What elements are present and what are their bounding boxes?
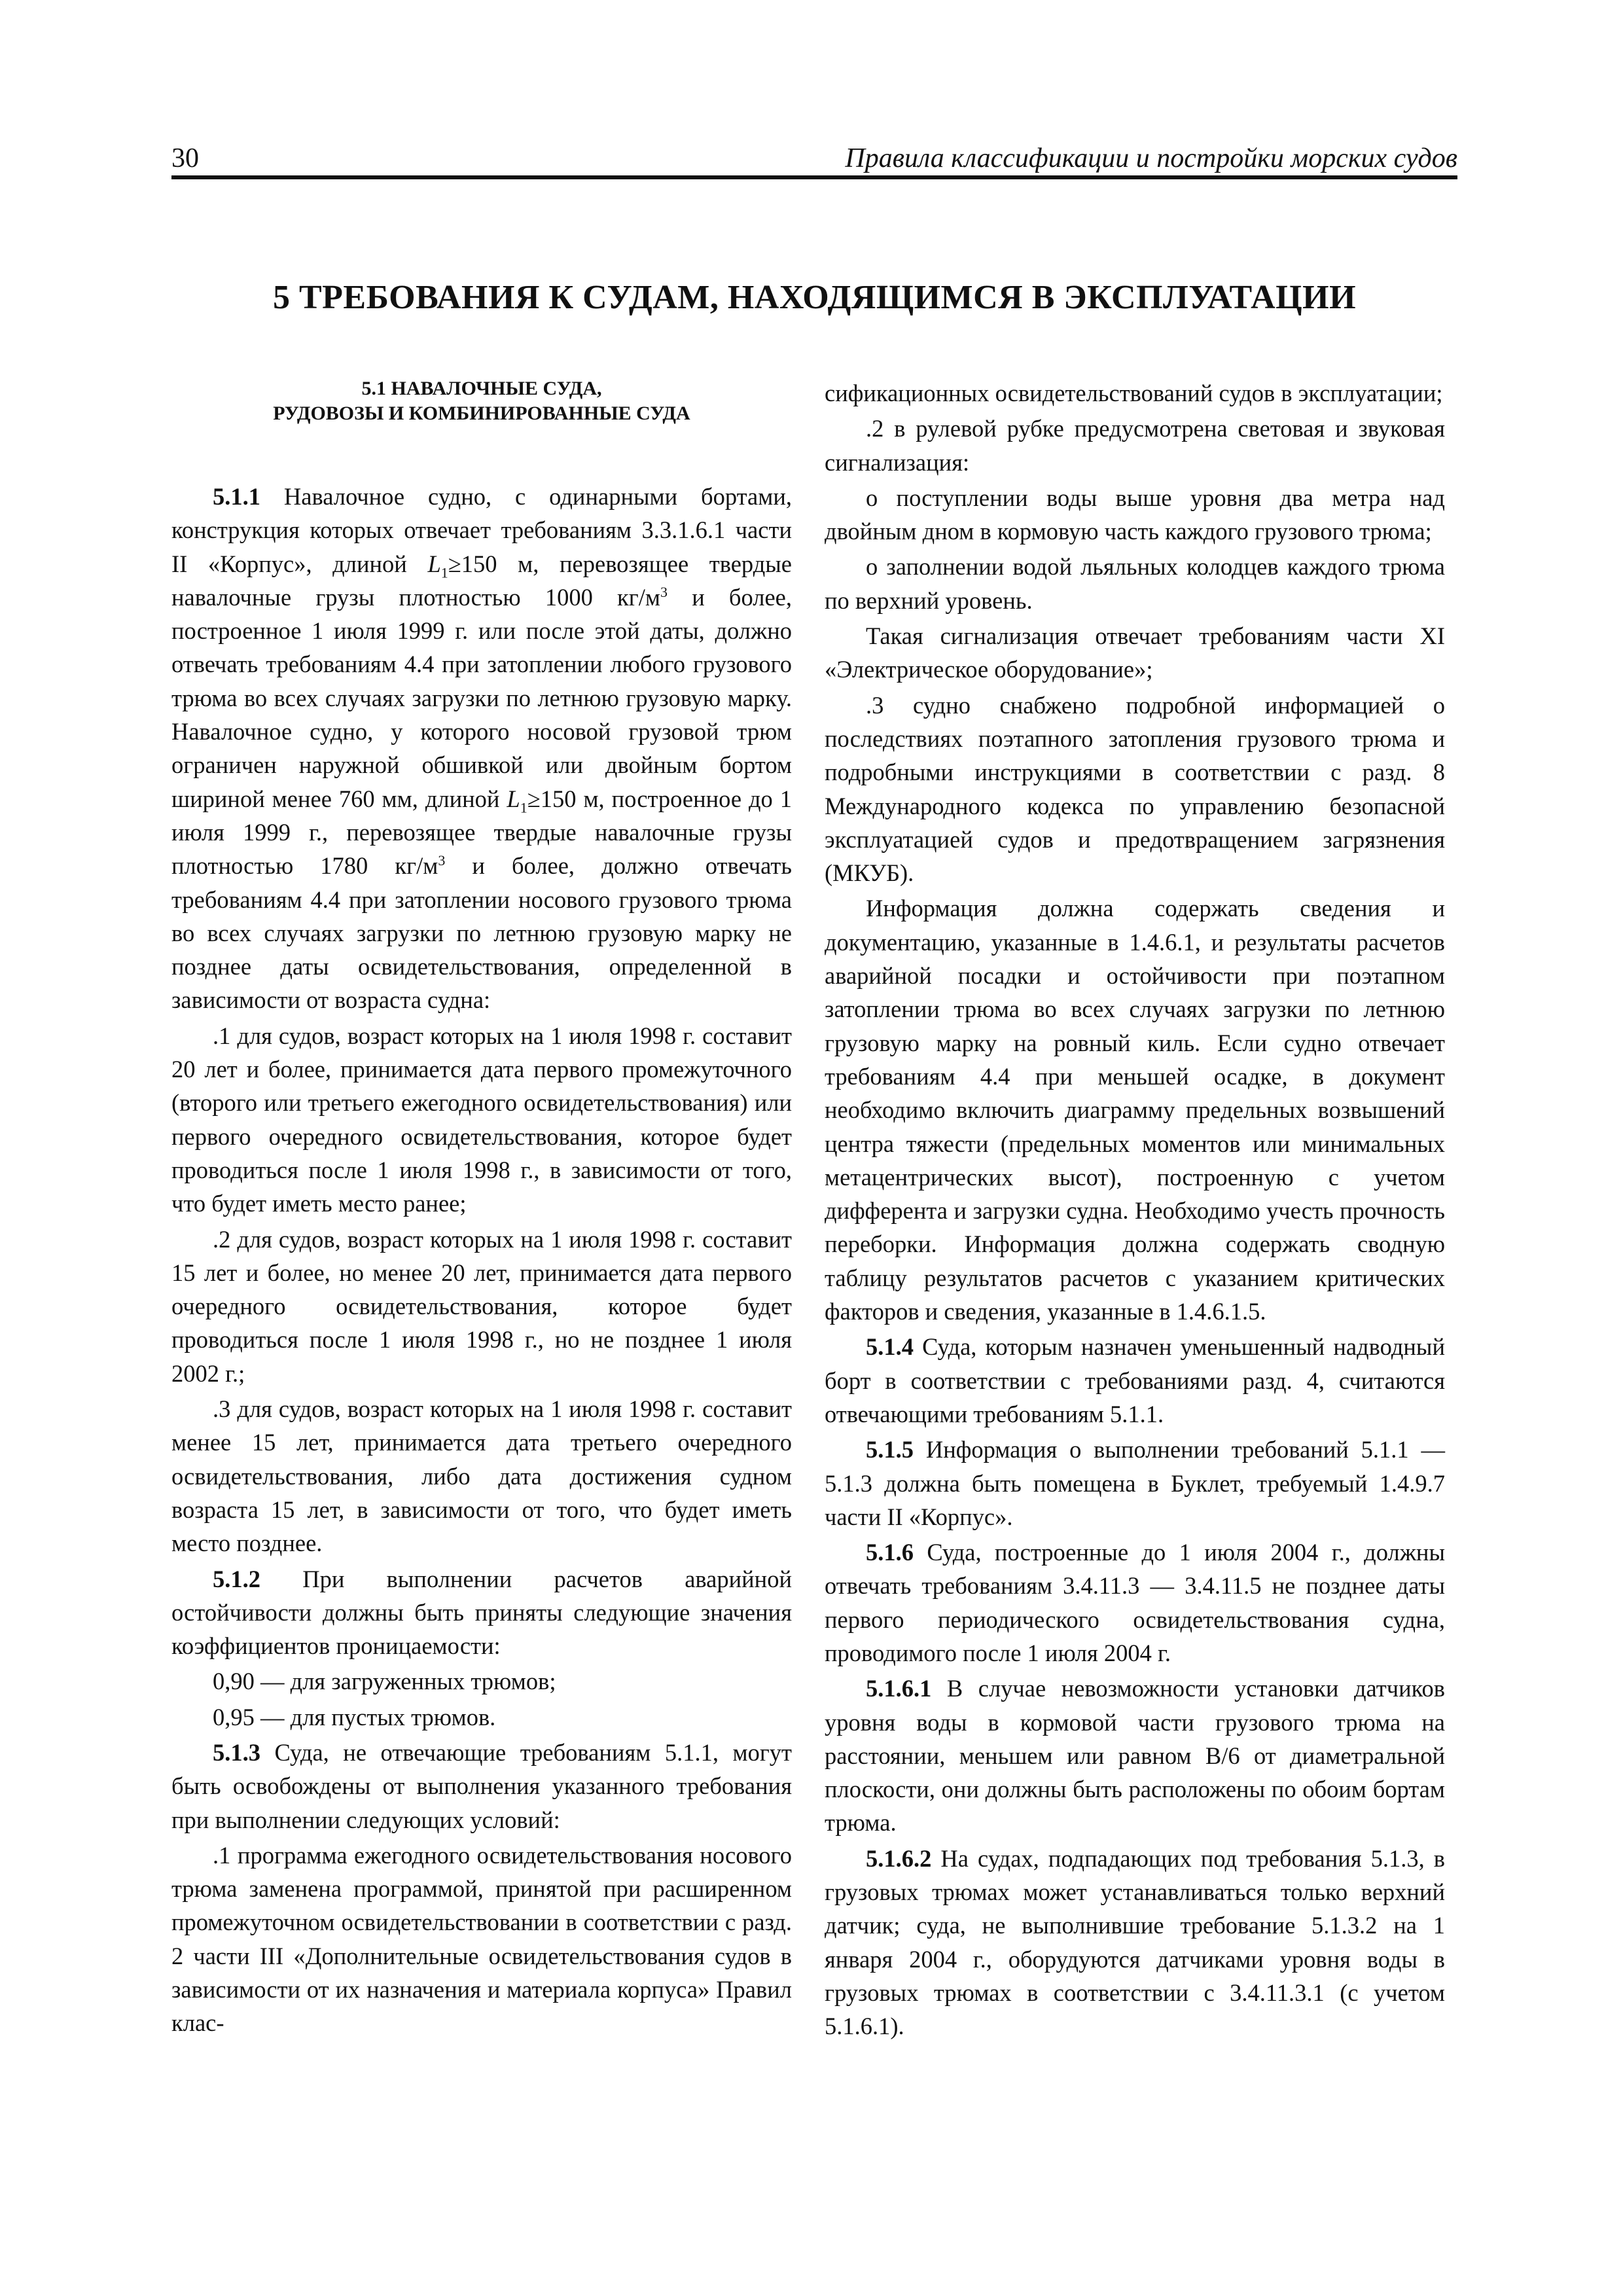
superscript: 3 <box>660 583 668 600</box>
paragraph-text: Информация о выполнении требований 5.1.1 — 5.1.3 должна быть помещена в Буклет, требуемый 1.4.9.7 части II «Корпус». <box>825 1436 1445 1530</box>
condition-1: .1 программа ежегодного освидетельствования носового трюма заменена программой, принятой при расширенном промежуточном освидетельствовании в соответствии с разд. 2 части III «Дополнительные освидетельствования судов в зависимости от их назначения и материала корпуса» Правил клас- <box>171 1841 792 2037</box>
condition-3: .3 судно снабжено подробной информацией о последствиях поэтапного затопления грузового трюма и подробными инструкциями в соответствии с разд. 8 Международного кодекса по управлению безопасной эксплуатацией судов и предотвращением загрязнения (МКУБ). <box>825 691 1445 887</box>
section-heading-line2: РУДОВОЗЫ И КОМБИНИРОВАННЫЕ СУДА <box>273 403 690 424</box>
paragraph-text: и более, должно отвечать требованиям 4.4 при затоплении носового грузового трюма во всех случаях загрузки по летнюю грузовую марку не позднее даты освидетельствования, определенной в зависимости от возраста судна: <box>171 852 792 1014</box>
right-column <box>825 376 1445 2043</box>
paragraph-5-1-3 <box>171 1736 792 1837</box>
paragraph-5-1-5 <box>825 1433 1445 1534</box>
subscript: 1 <box>520 798 527 816</box>
section-heading <box>171 376 792 426</box>
information-paragraph: Информация должна содержать сведения и документацию, указанные в 1.4.6.1, и результаты расчетов аварийной посадки и остойчивости при поэтапном затоплении трюма во всех случаях загрузки по летнюю грузовую марку на ровный киль. Если судно отвечает требованиям 4.4 при меньшей осадке, в документ необходимо включить диаграмму предельных возвышений центра тяжести (предельных моментов или минимальных метацентрических высот), построенную с учетом дифферента и загрузки судна. Необходимо учесть прочность переборки. Информация должна содержать сводную таблицу результатов расчетов с указанием критических факторов и сведения, указанные в 1.4.6.1.5. <box>825 895 1445 1325</box>
clause-number: 5.1.3 <box>213 1738 260 1766</box>
paragraph-text: ≥150 м, перевозящее твердые навалочные грузы плотностью 1000 кг/м <box>171 550 792 611</box>
math-symbol: L <box>427 550 441 577</box>
page-number: 30 <box>171 143 199 173</box>
list-item-2: .2 для судов, возраст которых на 1 июля 1998 г. составит 15 лет и более, но менее 20 лет, принимается дата первого очередного освидетельствования, которое будет проводиться после 1 июля 1998 г., но не позднее 1 июля 2002 г.; <box>171 1225 792 1387</box>
paragraph-text: В случае невозможности установки датчиков уровня воды в кормовой части грузового трюма на расстоянии, меньшем или равном B/6 от диаметральной плоскости, они должны быть расположены по обоим бортам трюма. <box>825 1675 1445 1837</box>
paragraph-5-1-6 <box>825 1535 1445 1670</box>
paragraph-text: и более, построенное 1 июля 1999 г. или после этой даты, должно отвечать требованиям 4.4 при затоплении любого грузового трюма во всех случаях загрузки по летнюю грузовую марку. Навалочное судно, у которого носовой грузовой трюм ограничен наружной обшивкой или двойным бортом шириной менее 760 мм, длиной <box>171 583 792 812</box>
subscript: 1 <box>440 564 448 581</box>
list-item-3: .3 для судов, возраст которых на 1 июля 1998 г. составит менее 15 лет, принимается дата третьего очередного освидетельствования, либо дата достижения судном возраста 15 лет, в зависимости от того, что будет иметь место позднее. <box>171 1395 792 1557</box>
math-symbol: L <box>507 785 520 812</box>
header-rule <box>171 175 1457 179</box>
clause-number: 5.1.6 <box>866 1539 914 1566</box>
clause-number: 5.1.2 <box>213 1565 260 1592</box>
clause-number: 5.1.1 <box>213 483 260 510</box>
paragraph-text: На судах, подпадающих под требования 5.1.3, в грузовых трюмах может устанавливаться только верхний датчик; суда, не выполнившие требование 5.1.3.2 на 1 января 2004 г., оборудуются датчиками уровня воды в грузовых трюмах в соответствии с 3.4.11.3.1 (с учетом 5.1.6.1). <box>825 1844 1445 2040</box>
paragraph-text: Навалочное судно, с одинарными бортами, конструкция которых отвечает требованиям 3.3.1.6.1 части II «Корпус», длиной <box>171 483 792 577</box>
paragraph-text: При выполнении расчетов аварийной остойчивости должны быть приняты следующие значения коэффициентов проницаемости: <box>171 1565 792 1660</box>
clause-number: 5.1.4 <box>866 1333 914 1361</box>
permeability-loaded: 0,90 — для загруженных трюмов; <box>213 1668 556 1695</box>
paragraph-text: Суда, не отвечающие требованиям 5.1.1, могут быть освобождены от выполнения указанного требования при выполнении следующих условий: <box>171 1738 792 1833</box>
paragraph-5-1-6-1 <box>825 1672 1445 1839</box>
clause-number: 5.1.5 <box>866 1436 914 1463</box>
list-item-1: .1 для судов, возраст которых на 1 июля 1998 г. составит 20 лет и более, принимается дата первого промежуточного (второго или третьего ежегодного освидетельствования) или первого очередного освидетельствования, которое будет проводиться после 1 июля 1998 г., в зависимости от того, что будет иметь место ранее; <box>171 1022 792 1217</box>
paragraph-text: Суда, построенные до 1 июля 2004 г., должны отвечать требованиям 3.4.11.3 — 3.4.11.5 не позднее даты первого периодического освидетельствования судна, проводимого после 1 июля 2004 г. <box>825 1539 1445 1666</box>
alarm-item-1: о поступлении воды выше уровня два метра над двойным дном в кормовую часть каждого грузового трюма; <box>825 484 1445 545</box>
section-heading-line1: 5.1 НАВАЛОЧНЫЕ СУДА, <box>361 378 602 399</box>
paragraph-5-1-1 <box>171 480 792 1017</box>
paragraph-5-1-2 <box>171 1562 792 1663</box>
paragraph-text: ≥150 м, построенное до 1 июля 1999 г., перевозящее твердые навалочные грузы плотностью 1780 кг/м <box>171 785 792 880</box>
permeability-empty: 0,95 — для пустых трюмов. <box>213 1703 496 1731</box>
clause-number: 5.1.6.2 <box>866 1844 932 1872</box>
condition-2: .2 в рулевой рубке предусмотрена световая и звуковая сигнализация: <box>825 415 1445 476</box>
alarm-note: Такая сигнализация отвечает требованиям части XI «Электрическое оборудование»; <box>825 622 1445 683</box>
alarm-item-2: о заполнении водой льяльных колодцев каждого трюма по верхний уровень. <box>825 553 1445 614</box>
running-title: Правила классификации и постройки морских судов <box>845 143 1457 173</box>
paragraph-5-1-6-2 <box>825 1842 1445 2043</box>
superscript: 3 <box>438 852 446 869</box>
clause-number: 5.1.6.1 <box>866 1675 932 1702</box>
continuation-text: сификационных освидетельствований судов в эксплуатации; <box>825 380 1443 406</box>
paragraph-text: Суда, которым назначен уменьшенный надводный борт в соответствии с требованиями разд. 4, считаются отвечающими требованиям 5.1.1. <box>825 1333 1445 1427</box>
paragraph-5-1-4 <box>825 1330 1445 1431</box>
chapter-title: 5 ТРЕБОВАНИЯ К СУДАМ, НАХОДЯЩИМСЯ В ЭКСПЛУАТАЦИИ <box>272 279 1357 316</box>
left-column <box>171 376 792 2040</box>
